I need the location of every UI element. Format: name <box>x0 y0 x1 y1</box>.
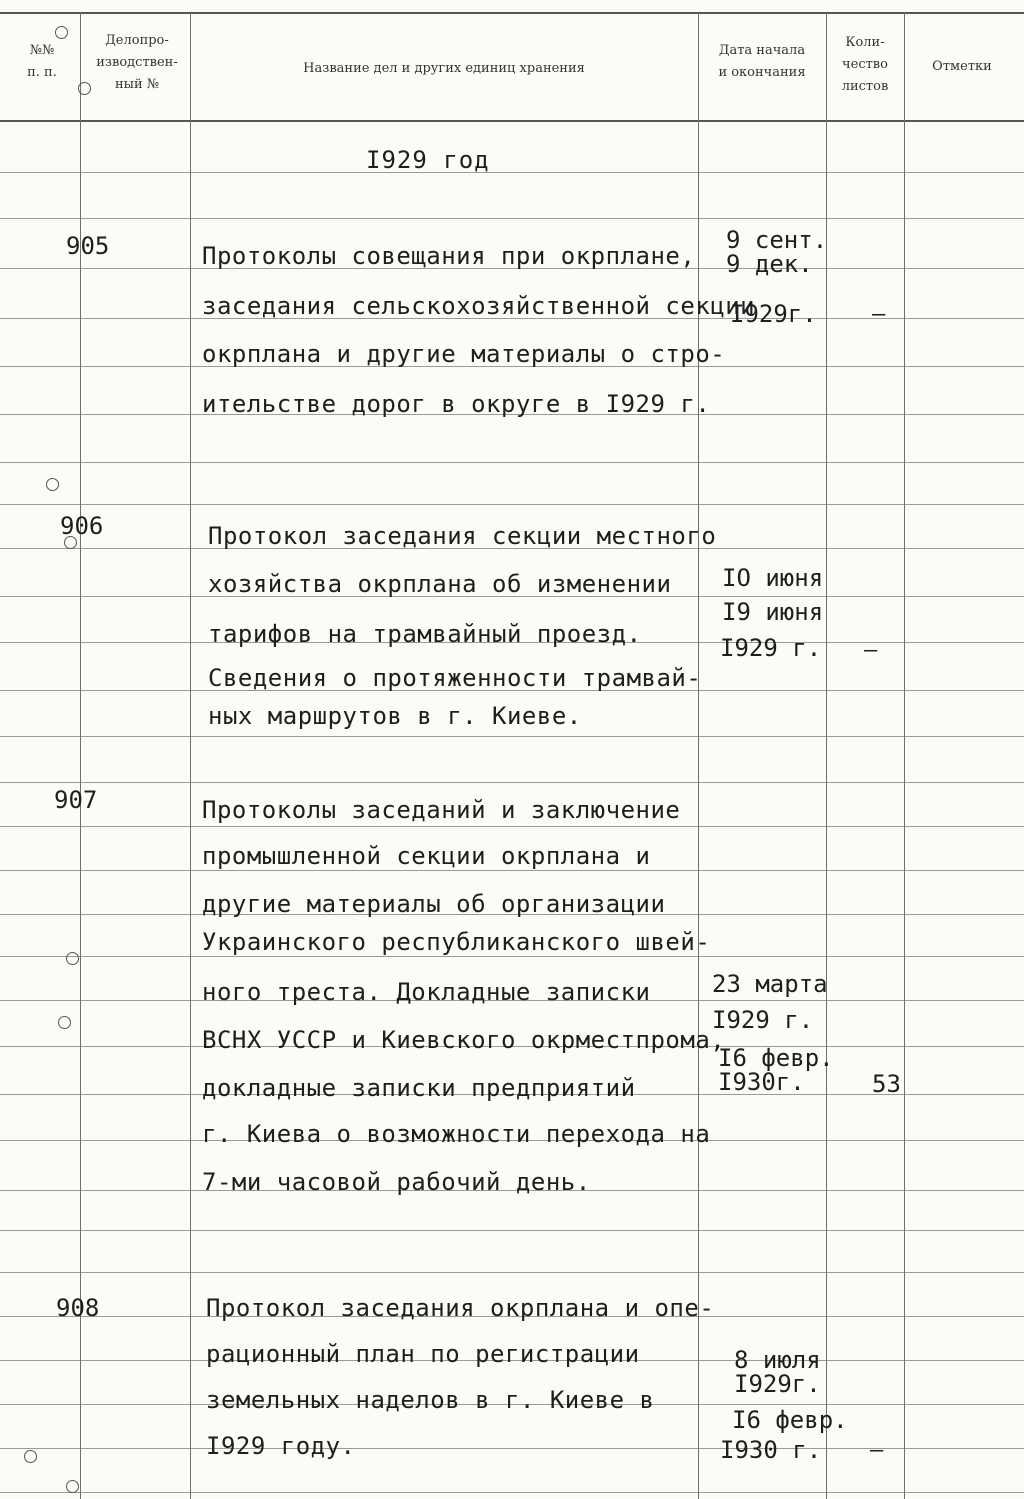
binder-hole <box>46 478 59 491</box>
record-title-line: ных маршрутов в г. Киеве. <box>208 702 582 730</box>
ledger-line <box>0 1272 1024 1273</box>
record-title-line: ВСНХ УССР и Киевского окрместпрома, <box>202 1026 726 1054</box>
record-date: I929 г. <box>720 634 822 662</box>
record-title-line: Протокол заседания секции местного <box>208 522 717 550</box>
header-title: Название дел и других единиц хранения <box>303 61 585 76</box>
header-office-line1: Делопро- <box>105 33 169 48</box>
record-date: 9 сент. <box>726 226 828 254</box>
record-date: I929г. <box>730 300 817 328</box>
record-date: 9 дек. <box>726 250 813 278</box>
ledger-line <box>0 1492 1024 1493</box>
record-title-line: г. Киева о возможности перехода на <box>202 1120 711 1148</box>
ledger-line <box>0 462 1024 463</box>
header-sheets-line3: листов <box>841 79 889 94</box>
record-title-line: промышленной секции окрплана и <box>202 842 651 870</box>
record-date: I6 февр. <box>732 1406 848 1434</box>
record-title-line: другие материалы об организации <box>202 890 666 918</box>
record-date: I929 г. <box>712 1006 814 1034</box>
record-date: I930г. <box>718 1068 805 1096</box>
record-sheets: – <box>864 638 878 663</box>
record-date: I929г. <box>734 1370 821 1398</box>
ledger-line <box>0 172 1024 173</box>
ledger-line <box>0 1230 1024 1231</box>
record-sheets: – <box>872 302 886 327</box>
ledger-line <box>0 736 1024 737</box>
header-dates-line1: Дата начала <box>718 43 806 58</box>
ledger-line <box>0 504 1024 505</box>
header-dates <box>700 40 824 84</box>
record-number: 908 <box>56 1294 100 1322</box>
year-heading: I929 год <box>366 146 490 174</box>
binder-hole <box>66 952 79 965</box>
ledger-line <box>0 870 1024 871</box>
ledger-line <box>0 956 1024 957</box>
record-title-line: Протоколы совещания при окрплане, <box>202 242 696 270</box>
binder-hole <box>58 1016 71 1029</box>
record-date: IO июня <box>722 564 824 592</box>
record-title-line: 7-ми часовой рабочий день. <box>202 1168 591 1196</box>
header-office-number <box>88 30 186 96</box>
record-title-line: Протоколы заседаний и заключение <box>202 796 681 824</box>
top-border <box>0 12 1024 14</box>
record-title-line: докладные записки предприятий <box>202 1074 636 1102</box>
record-title-line: тарифов на трамвайный проезд. <box>208 620 642 648</box>
header-sheets-line1: Коли- <box>845 35 885 50</box>
record-date: 23 марта <box>712 970 828 998</box>
record-sheets: 53 <box>872 1070 901 1098</box>
record-title-line: заседания сельскохозяйственной секции <box>202 292 756 320</box>
binder-hole <box>55 26 68 39</box>
record-title-line: окрплана и другие материалы о стро- <box>202 340 726 368</box>
record-title-line: Протокол заседания окрплана и опе- <box>206 1294 715 1322</box>
record-date: I930 г. <box>720 1436 822 1464</box>
record-number: 906 <box>60 512 104 540</box>
record-title-line: Сведения о протяженности трамвай- <box>208 664 702 692</box>
record-number: 905 <box>66 232 110 260</box>
header-number-line1: №№ <box>29 43 55 58</box>
header-bottom-border <box>0 120 1024 122</box>
record-title-line: Украинского республиканского швей- <box>202 928 711 956</box>
header-number-line2: п. п. <box>27 65 57 80</box>
record-title-line: ного треста. Докладные записки <box>202 978 651 1006</box>
ledger-line <box>0 782 1024 783</box>
binder-hole <box>66 1480 79 1493</box>
ledger-line <box>0 218 1024 219</box>
record-title-line: I929 году. <box>206 1432 356 1460</box>
record-number: 907 <box>54 786 98 814</box>
header-office-line3: ный № <box>114 77 160 92</box>
column-divider <box>698 12 699 1499</box>
record-date: I6 февр. <box>718 1044 834 1072</box>
record-date: I9 июня <box>722 598 824 626</box>
ledger-line <box>0 826 1024 827</box>
header-sheets-line2: чество <box>842 57 888 72</box>
record-title-line: земельных наделов в г. Киеве в <box>206 1386 655 1414</box>
record-date: 8 июля <box>734 1346 821 1374</box>
binder-hole <box>24 1450 37 1463</box>
header-office-line2: изводствен- <box>96 55 178 70</box>
header-notes: Отметки <box>932 59 992 74</box>
header-dates-line2: и окончания <box>718 65 806 80</box>
record-sheets: – <box>870 1438 884 1463</box>
column-divider <box>904 12 905 1499</box>
header-sheets <box>828 32 902 98</box>
record-title-line: рационный план по регистрации <box>206 1340 640 1368</box>
header-number <box>8 40 76 84</box>
record-title-line: ительстве дорог в округе в I929 г. <box>202 390 711 418</box>
column-divider <box>190 12 191 1499</box>
record-title-line: хозяйства окрплана об изменении <box>208 570 672 598</box>
